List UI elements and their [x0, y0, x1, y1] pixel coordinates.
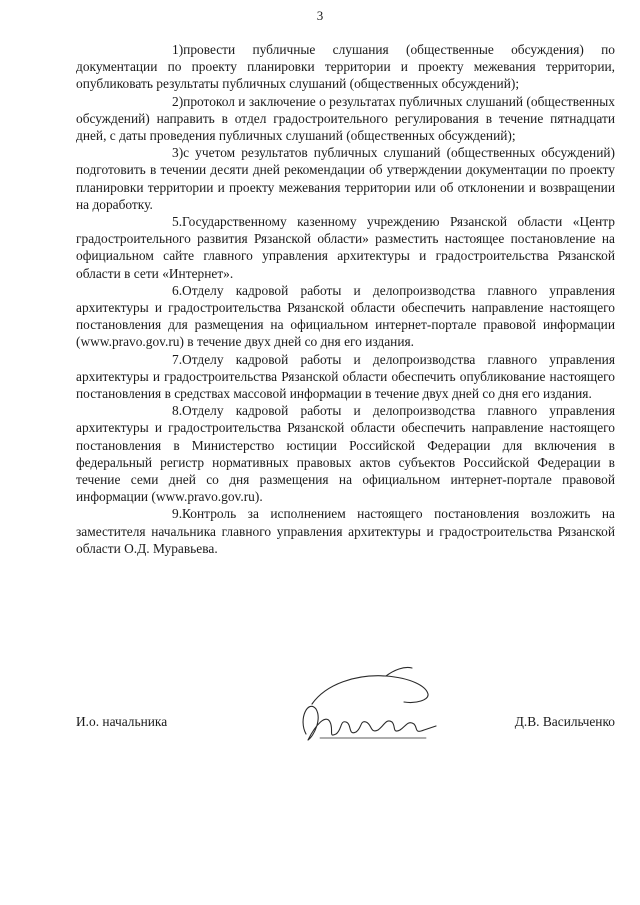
paragraph-item: [76, 41, 615, 93]
paragraph-item: [76, 144, 615, 213]
item-text: с учетом результатов публичных слушаний (общественных обсуждений) подготовить в течении десяти дней рекомендации об утверждении документации по проекту планировки территории и проекту межевания территории или об отклонении и возвращении на доработку.: [76, 145, 615, 212]
item-number: 2): [172, 93, 184, 109]
page-number: 3: [316, 8, 324, 23]
paragraph-item: [76, 213, 615, 282]
item-number: 7.: [172, 351, 183, 367]
item-number: 3): [172, 145, 184, 161]
item-number: 6.: [172, 282, 183, 298]
item-text: протокол и заключение о результатах публичных слушаний (общественных обсуждений) направить в отдел градостроительного регулирования в течение пятнадцати дней, с даты проведения публичных слушаний (общественных обсуждений);: [76, 93, 615, 144]
item-text: провести публичные слушания (общественные обсуждения) по документации по проекту планировки территории и проекту межевания территории, опубликовать результаты публичных слушаний (общественных обсуждений);: [76, 42, 615, 92]
paragraph-item: [76, 351, 615, 403]
signature-block: [76, 704, 615, 764]
document-body: [76, 41, 615, 557]
item-text: Отделу кадровой работы и делопроизводства главного управления архитектуры и градостроительства Рязанской области обеспечить направление настоящего постановления в Министерство юстиции Российской Федерации для включения в федеральный регистр нормативных правовых актов субъектов Российской Федерации в течение семи дней со дня размещения на официальном интернет-портале правовой информации (www.pravo.gov.ru).: [76, 403, 615, 505]
signatory-name: Д.В. Васильченко: [514, 714, 615, 729]
item-text: Отделу кадровой работы и делопроизводства главного управления архитектуры и градостроительства Рязанской области обеспечить опубликование настоящего постановления в средствах массовой информации в течение двух дней со дня его издания.: [76, 351, 615, 402]
item-text: Контроль за исполнением настоящего постановления возложить на заместителя начальника главного управления архитектуры и градостроительства Рязанской области О.Д. Муравьева.: [76, 506, 615, 556]
item-text: Отделу кадровой работы и делопроизводства главного управления архитектуры и градостроительства Рязанской области обеспечить направление настоящего постановления для размещения на официальном интернет-портале правовой информации (www.pravo.gov.ru) в течение двух дней со дня его издания.: [76, 282, 615, 350]
signatory-title: И.о. начальника: [76, 714, 168, 729]
item-text: Государственному казенному учреждению Рязанской области «Центр градостроительного развития Рязанской области» разместить настоящее постановление на официальном сайте главного управления архитектуры и градостроительства Рязанской области в сети «Интернет».: [76, 214, 615, 281]
handwritten-signature: [286, 664, 456, 764]
paragraph-item: [76, 93, 615, 145]
paragraph-item: [76, 282, 615, 351]
item-number: 1): [172, 42, 184, 57]
item-number: 5.: [172, 214, 183, 230]
paragraph-item: [76, 505, 615, 557]
paragraph-item: [76, 402, 615, 505]
item-number: 8.: [172, 403, 183, 419]
item-number: 9.: [172, 506, 183, 522]
